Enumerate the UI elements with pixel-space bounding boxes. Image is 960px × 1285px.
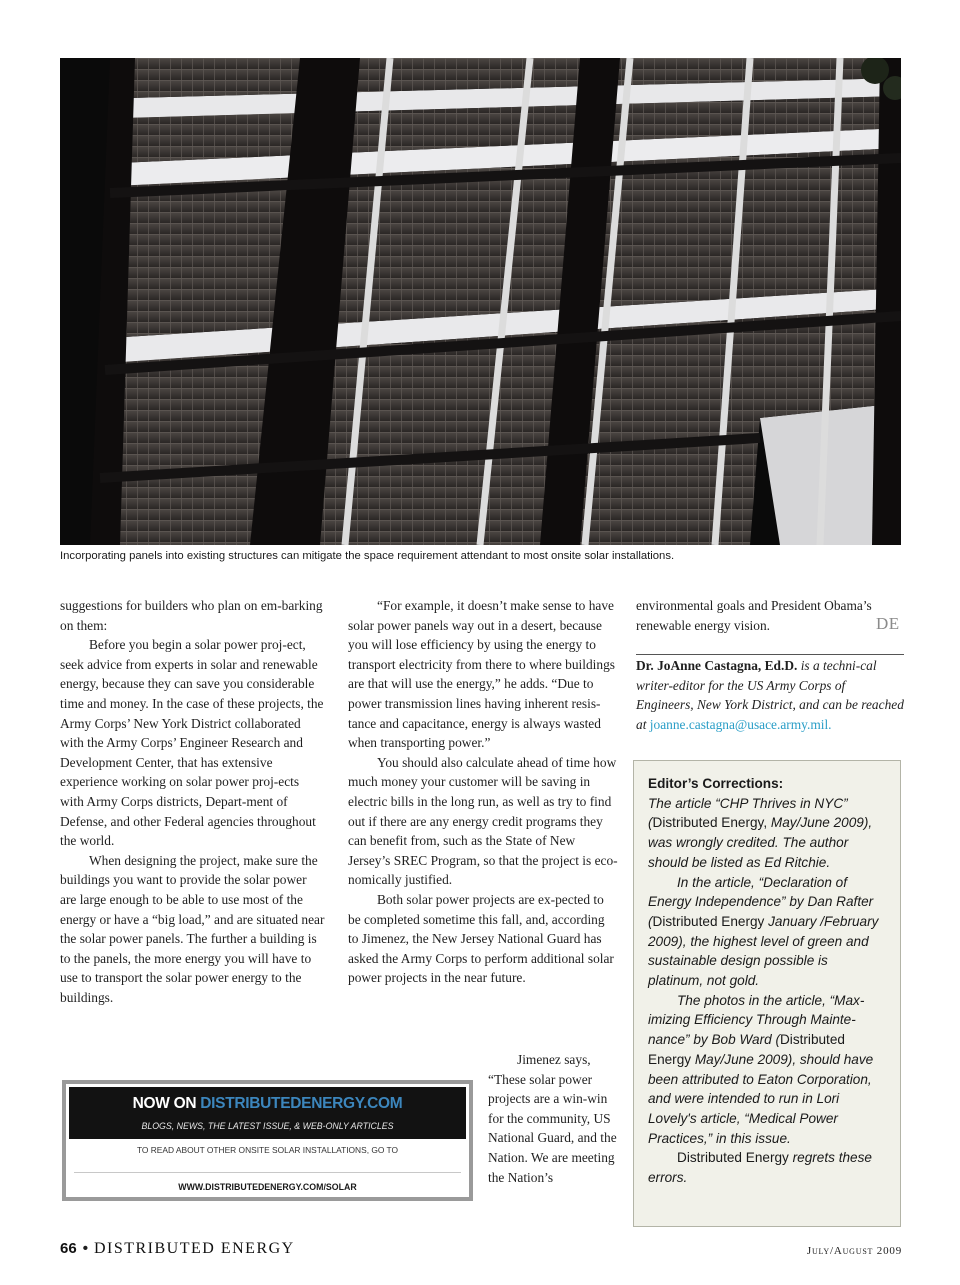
ad-title-prefix: NOW ON [132, 1095, 201, 1112]
publication-name: Distributed Energy [677, 1150, 789, 1166]
ad-title [69, 1095, 466, 1113]
correction-text: May/June 2009), was wrongly credited. The author should be listed as Ed Ritchie. [648, 815, 873, 870]
paragraph: suggestions for builders who plan on em-barking on them: [60, 598, 323, 633]
correction-text: January /February 2009), the highest level of green and sustainable design possible is platinum, not gold. [648, 913, 879, 989]
paragraph: environmental goals and President Obama’s renewable energy vision. [636, 598, 872, 633]
page-number: 66 [60, 1240, 77, 1257]
article-column-3 [636, 596, 872, 635]
paragraph: “For example, it doesn’t make sense to have solar power panels way out in a desert, because you will lose efficiency by using the energy to transport electricity from there to where buildings are that will use the energy,” he adds. “Due to power transmission lines having inherent resis-tance and capacitance, energy is always wasted when transporting power.” [348, 598, 615, 751]
author-bio [636, 656, 906, 734]
author-name: Dr. JoAnne Castagna, Ed.D. [636, 658, 798, 673]
ad-url-link[interactable]: WWW.DISTRIBUTEDENERGY.COM/SOLAR [178, 1182, 357, 1192]
correction-text: The photos in the article, “Max-imizing Efficiency Through Mainte-nance” by Bob Ward ( [648, 992, 865, 1048]
bullet-separator: • [82, 1240, 88, 1257]
author-email-link[interactable]: joanne.castagna@usace.army.mil. [649, 716, 832, 732]
correction-item [648, 873, 886, 991]
paragraph: Before you begin a solar power proj-ect, seek advice from experts in solar and renewable energy, because they can save you considerable time and money. In the case of these projects, the Army Corps’ New York District collaborated with the Army Corps’ Engineer Research and Development Center, that has extensive experience working on solar power proj-ects with Army Corps districts, Depart-ment of Defense, and other Federal agencies throughout the world. [60, 637, 324, 849]
corrections-heading: Editor’s Corrections: [648, 776, 784, 791]
publication-name: Distributed Energy, [652, 815, 768, 831]
photo-caption: Incorporating panels into existing structures can mitigate the space requirement attendant to most onsite solar installations. [60, 550, 675, 562]
paragraph: Jimenez says, “These solar power projects are a win-win for the community, US National Guard, and the Nation. We are meeting the Nation’s [488, 1052, 617, 1185]
correction-item [648, 794, 886, 873]
publication-name: Distributed Energy [648, 1032, 845, 1067]
article-column-2 [348, 596, 618, 988]
correction-text: May/June 2009), should have been attributed to Eaton Corporation, and were intended to run in Lori Lovely's article, “Medical Power Practices,” in this issue. [648, 1051, 874, 1146]
paragraph: You should also calculate ahead of time how much money your customer will be saving in electric bills in the long run, as well as try to find out if there are any energy credit programs they can benefit from, such as the State of New Jersey’s SREC Program, so that the project is eco-nomically justified. [348, 754, 618, 888]
correction-text: regrets these errors. [648, 1150, 872, 1186]
divider [636, 654, 904, 655]
website-promo-ad[interactable] [62, 1080, 473, 1201]
ad-info-text: TO READ ABOUT OTHER ONSITE SOLAR INSTALLATIONS, GO TO [136, 1145, 399, 1155]
correction-text: In the article, “Declaration of Energy Independence” by Dan Rafter ( [648, 874, 874, 929]
issue-date: July/August 2009 [806, 1245, 902, 1257]
correction-item [648, 1148, 886, 1187]
article-column-1 [60, 596, 326, 1007]
end-mark: DE [876, 614, 900, 633]
author-role: is a techni-cal writer-editor for the US Army Corps of Engineers, New York District, and can be reached at [636, 658, 904, 732]
correction-text: The article “CHP Thrives in NYC” ( [648, 795, 848, 831]
correction-item [648, 991, 886, 1149]
ad-subtitle: BLOGS, NEWS, THE LATEST ISSUE, & WEB-ONLY ARTICLES [141, 1121, 394, 1131]
paragraph: When designing the project, make sure the buildings you want to provide the solar power are large enough to be able to use most of the energy or have a “big load,” and are situated near the solar power panels. The further a building is to the panels, the more energy you will have to use to transport the solar power energy to the buildings. [60, 852, 325, 1005]
page-footer [60, 1240, 295, 1258]
publication-name: Distributed Energy [652, 913, 765, 929]
article-continuation [488, 1050, 618, 1187]
paragraph: Both solar power projects are ex-pected to be completed sometime this fall, and, according to Jimenez, the New Jersey National Guard has asked the Army Corps to perform additional solar power projects in the near future. [348, 891, 614, 986]
divider [74, 1172, 461, 1173]
ad-header-band [69, 1087, 466, 1139]
magazine-name: DISTRIBUTED ENERGY [93, 1240, 295, 1257]
solar-panels-photo [60, 58, 901, 545]
ad-title-site: DISTRIBUTEDENERGY.COM [200, 1095, 403, 1112]
editors-corrections-box [633, 760, 901, 1227]
